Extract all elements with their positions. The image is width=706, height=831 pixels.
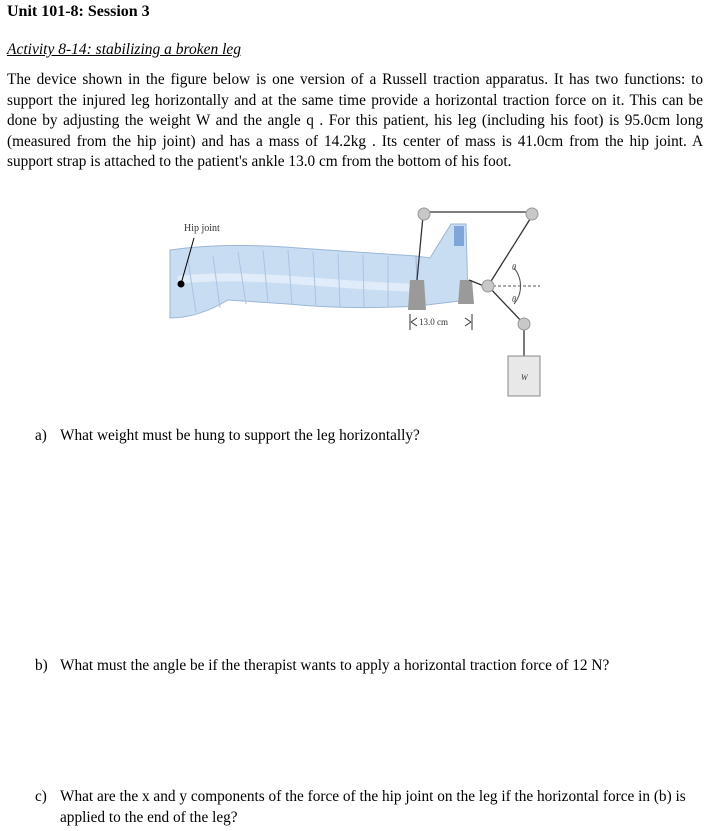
intro-paragraph: The device shown in the figure below is one version of a Russell traction apparatus. It has two functions: to support the injured leg horizontally and at the same time provide a horizontal traction force on it. This can be done by adjusting the weight W and the angle q . For this patient, his leg (including his foot) is 95.0cm long (measured from the hip joint) and has a mass of 14.2kg . Its center of mass is 41.0cm from the hip joint. A support strap is attached to the patient's ankle 13.0 cm from the bottom of his foot. bbox=[7, 71, 703, 171]
question-a-text: What weight must be hung to support the leg horizontally? bbox=[60, 427, 420, 444]
weight-label: W bbox=[521, 373, 528, 382]
question-c bbox=[35, 786, 705, 830]
activity-title: Activity 8-14: stabilizing a broken leg bbox=[7, 41, 242, 58]
pulley-top-left bbox=[418, 208, 430, 220]
theta-top-label: θ bbox=[512, 263, 516, 272]
question-a bbox=[35, 425, 695, 447]
question-c-text: What are the x and y components of the force of the hip joint on the leg if the horizontal force in (b) is applied to the end of the leg? bbox=[60, 788, 686, 826]
unit-title: Unit 101-8: Session 3 bbox=[7, 3, 150, 20]
theta-bottom-label: θ bbox=[512, 295, 516, 304]
pulley-bottom bbox=[518, 318, 530, 330]
foot-block bbox=[458, 280, 474, 304]
hip-joint-label: Hip joint bbox=[184, 223, 220, 234]
question-c-label: c) bbox=[35, 788, 47, 805]
ankle-strap-block bbox=[408, 280, 426, 310]
distance-label: 13.0 cm bbox=[419, 317, 448, 327]
question-b-label: b) bbox=[35, 657, 48, 674]
pulley-top-right bbox=[526, 208, 538, 220]
pulley-middle bbox=[482, 280, 494, 292]
question-b bbox=[35, 655, 695, 677]
traction-figure bbox=[168, 200, 548, 415]
question-b-text: What must the angle be if the therapist wants to apply a horizontal traction force of 12 N? bbox=[60, 657, 610, 674]
question-a-label: a) bbox=[35, 427, 47, 444]
